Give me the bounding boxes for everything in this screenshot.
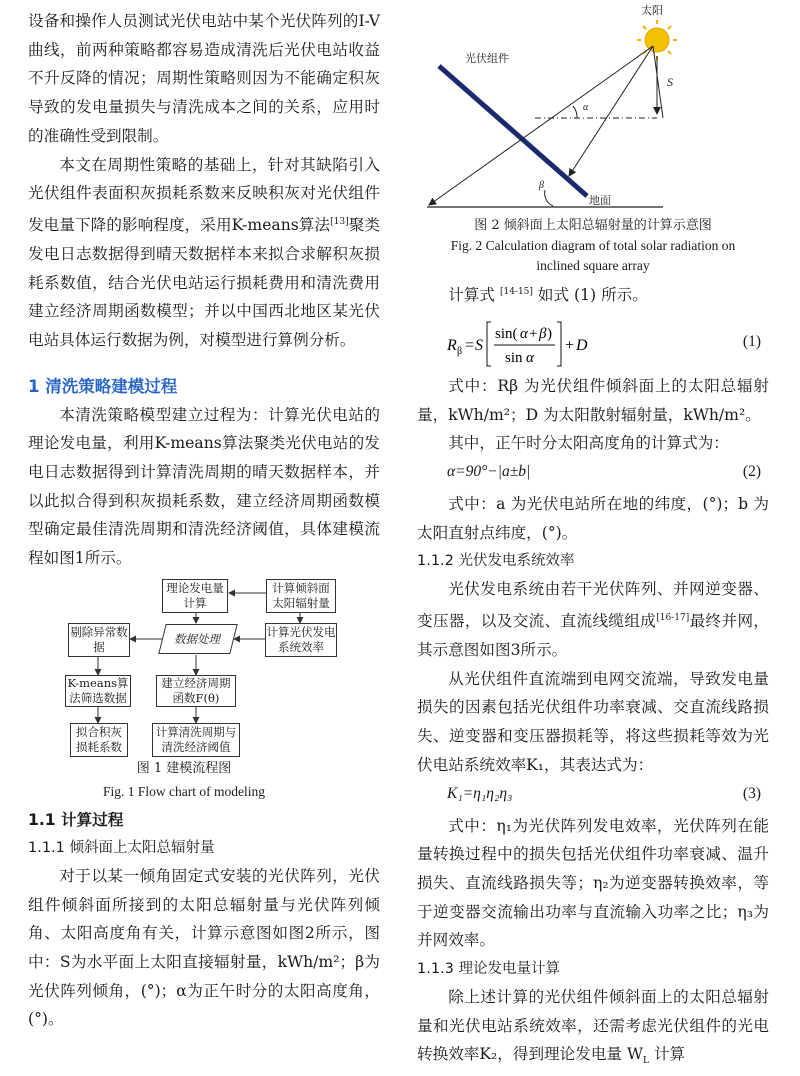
paragraph-loss-factors: 从光伏组件直流端到电网交流端，导致发电量损失的因素包括光伏组件功率衰减、交直流线路损失、逆变器和变压器损耗等，将这些损耗等效为光伏电站系统效率K₁，其表达式为： bbox=[417, 669, 769, 774]
equation-3-number: (3) bbox=[742, 784, 761, 802]
equation-2-number: (2) bbox=[742, 463, 761, 480]
svg-text:sin: sin bbox=[505, 349, 523, 366]
paragraph-eq3-definitions: 式中：η₁为光伏阵列发电效率，光伏阵列在能量转换过程中的损失包括光伏组件功率衰减、温升损失、直流线路损失等；η₂为逆变器转换效率，等于逆变器交流输出功率与直流输入功率之比；η₃为并网效率。 bbox=[417, 816, 769, 950]
svg-text:β: β bbox=[539, 325, 547, 342]
figure-2-caption-en-1: Fig. 2 Calculation diagram of total solar radiation on bbox=[450, 238, 736, 253]
equation-3 bbox=[417, 780, 769, 812]
left-column bbox=[28, 0, 380, 1034]
svg-text:+: + bbox=[529, 325, 538, 342]
paragraph-altitude-intro: 其中，正午时分太阳高度角的计算式为： bbox=[448, 434, 729, 453]
svg-text:α: α bbox=[520, 325, 528, 342]
citation: [14-15] bbox=[499, 287, 533, 297]
figure-2-caption-cn: 图 2 倾斜面上太阳总辐射量的计算示意图 bbox=[474, 218, 712, 233]
flow-box-theoretical-power: 理论发电量计算 bbox=[162, 579, 228, 613]
paragraph-method: 本文在周期性策略的基础上，针对其缺陷引入光伏组件表面积灰损耗系数来反映积灰对光伏组件发电量下降的影响程度，采用K-means算法[13]聚类发电日志数据得到晴天数据样本来拟合求解积灰损耗系数值，结合光伏电站运行损耗费用和清洗费用建立经济周期函数模型；并以中国西北地区某光伏电站具体运行数据为例，对模型进行算例分析。 bbox=[28, 155, 380, 349]
equation-3-body: K₁=η₁η₂η₃ bbox=[447, 784, 513, 802]
equation-1 bbox=[417, 316, 769, 372]
flow-box-system-efficiency: 计算光伏发电系统效率 bbox=[265, 623, 337, 657]
right-column bbox=[417, 0, 769, 1076]
panel-label: 光伏组件 bbox=[465, 52, 509, 65]
subsection-heading-1-1-3: 1.1.3 理论发电量计算 bbox=[417, 961, 561, 978]
flow-box-economic-function: 建立经济周期函数F(θ) bbox=[156, 675, 236, 707]
subsection-heading-1-1-2: 1.1.2 光伏发电系统效率 bbox=[417, 553, 575, 570]
subsection-heading-1-1-1: 1.1.1 倾斜面上太阳总辐射量 bbox=[28, 839, 215, 856]
sun-label: 太阳 bbox=[641, 4, 663, 17]
flow-box-cleaning-cycle: 计算清洗周期与清洗经济阈值 bbox=[152, 723, 240, 757]
flow-box-kmeans-filter: K-means算法筛选数据 bbox=[65, 675, 131, 707]
figure-1-caption-cn: 图 1 建模流程图 bbox=[136, 760, 232, 776]
sun-icon bbox=[637, 20, 677, 60]
figure-2-diagram bbox=[417, 0, 769, 212]
svg-text:S: S bbox=[475, 336, 483, 354]
equation-1-number: (1) bbox=[742, 332, 761, 350]
paragraph-modeling-process: 本清洗策略模型建立过程为：计算光伏电站的理论发电量，利用K-means算法聚类光伏电站的发电日志数据得到计算清洗周期的晴天数据样本，并以此拟合得到积灰损耗系数，建立经济周期函数模型确定最佳清洗周期和清洗经济阈值，具体建模流程如图1所示。 bbox=[28, 405, 380, 568]
equation-1-render bbox=[447, 316, 647, 372]
alpha-label: α bbox=[583, 102, 589, 113]
subsection-heading-1-1: 1.1 计算过程 bbox=[28, 810, 124, 829]
equation-2-body: α=90°−|a±b| bbox=[447, 463, 531, 480]
solar-geometry-diagram bbox=[417, 0, 769, 212]
figure-1-caption-en: Fig. 1 Flow chart of modeling bbox=[103, 783, 265, 799]
flow-box-dust-loss-fit: 拟合积灰损耗系数 bbox=[70, 723, 128, 757]
svg-text:β: β bbox=[457, 345, 463, 357]
svg-text:=: = bbox=[465, 336, 475, 354]
paragraph-theoretical-power: 除上述计算的光伏组件倾斜面上的太阳总辐射量和光伏电站系统效率，还需考虑光伏组件的光电转换效率K₂，得到理论发电量 $W_L$ 计算 bbox=[417, 988, 769, 1067]
flow-box-data-processing: 数据处理 bbox=[158, 624, 237, 654]
svg-text:α: α bbox=[526, 349, 534, 366]
paragraph-intro-end: 设备和操作人员测试光伏电站中某个光伏阵列的I-V曲线，前两种策略都容易造成清洗后光伏电站收益不升反降的情况；周期性策略则因为不能确定积灰导致的发电量损失与清洗成本之间的关系，应用时的准确性受到限制。 bbox=[28, 12, 380, 145]
svg-text:+: + bbox=[565, 336, 575, 354]
flow-box-inclined-radiation: 计算倾斜面太阳辐射量 bbox=[266, 579, 336, 613]
s-label: S bbox=[667, 75, 673, 89]
pv-panel-line bbox=[439, 66, 587, 196]
svg-text:R: R bbox=[447, 336, 457, 354]
citation: [16-17] bbox=[656, 613, 690, 624]
citation: [13] bbox=[330, 216, 349, 227]
svg-text:D: D bbox=[576, 336, 588, 354]
paragraph-eq2-definitions: 式中：a 为光伏电站所在地的纬度，(°)；b 为太阳直射点纬度，(°)。 bbox=[417, 495, 769, 542]
figure-2-caption-en-2: inclined square array bbox=[536, 258, 650, 273]
svg-text:sin(: sin( bbox=[495, 325, 518, 342]
ground-label: 地面 bbox=[589, 194, 611, 207]
paragraph-system-composition: 光伏发电系统由若干光伏阵列、并网逆变器、变压器，以及交流、直流线缆组成[16-17]最终并网，其示意图如图3所示。 bbox=[417, 580, 769, 659]
paragraph-radiation-description: 对于以某一倾角固定式安装的光伏阵列，光伏组件倾斜面所接到的太阳总辐射量与光伏阵列倾角、太阳高度角有关，计算示意图如图2所示，图中：S为水平面上太阳直接辐射量，kWh/m²；β为光伏阵列倾角，(°)；α为正午时分的太阳高度角，(°)。 bbox=[28, 866, 380, 1029]
section-heading-1: 1 清洗策略建模过程 bbox=[28, 376, 178, 396]
flow-box-remove-outliers: 剔除异常数据 bbox=[68, 623, 130, 657]
equation-2 bbox=[417, 458, 769, 490]
paragraph-eq1-definitions: 式中：Rβ 为光伏组件倾斜面上的太阳总辐射量，kWh/m²；D 为太阳散射辐射量，kWh/m²。 bbox=[417, 376, 769, 424]
svg-text:): ) bbox=[547, 325, 552, 342]
beta-label: β bbox=[539, 180, 544, 191]
flowchart-figure-1 bbox=[28, 579, 380, 784]
paragraph-formula-intro: 计算式 [14-15] 如式 (1) 所示。 bbox=[448, 286, 648, 305]
